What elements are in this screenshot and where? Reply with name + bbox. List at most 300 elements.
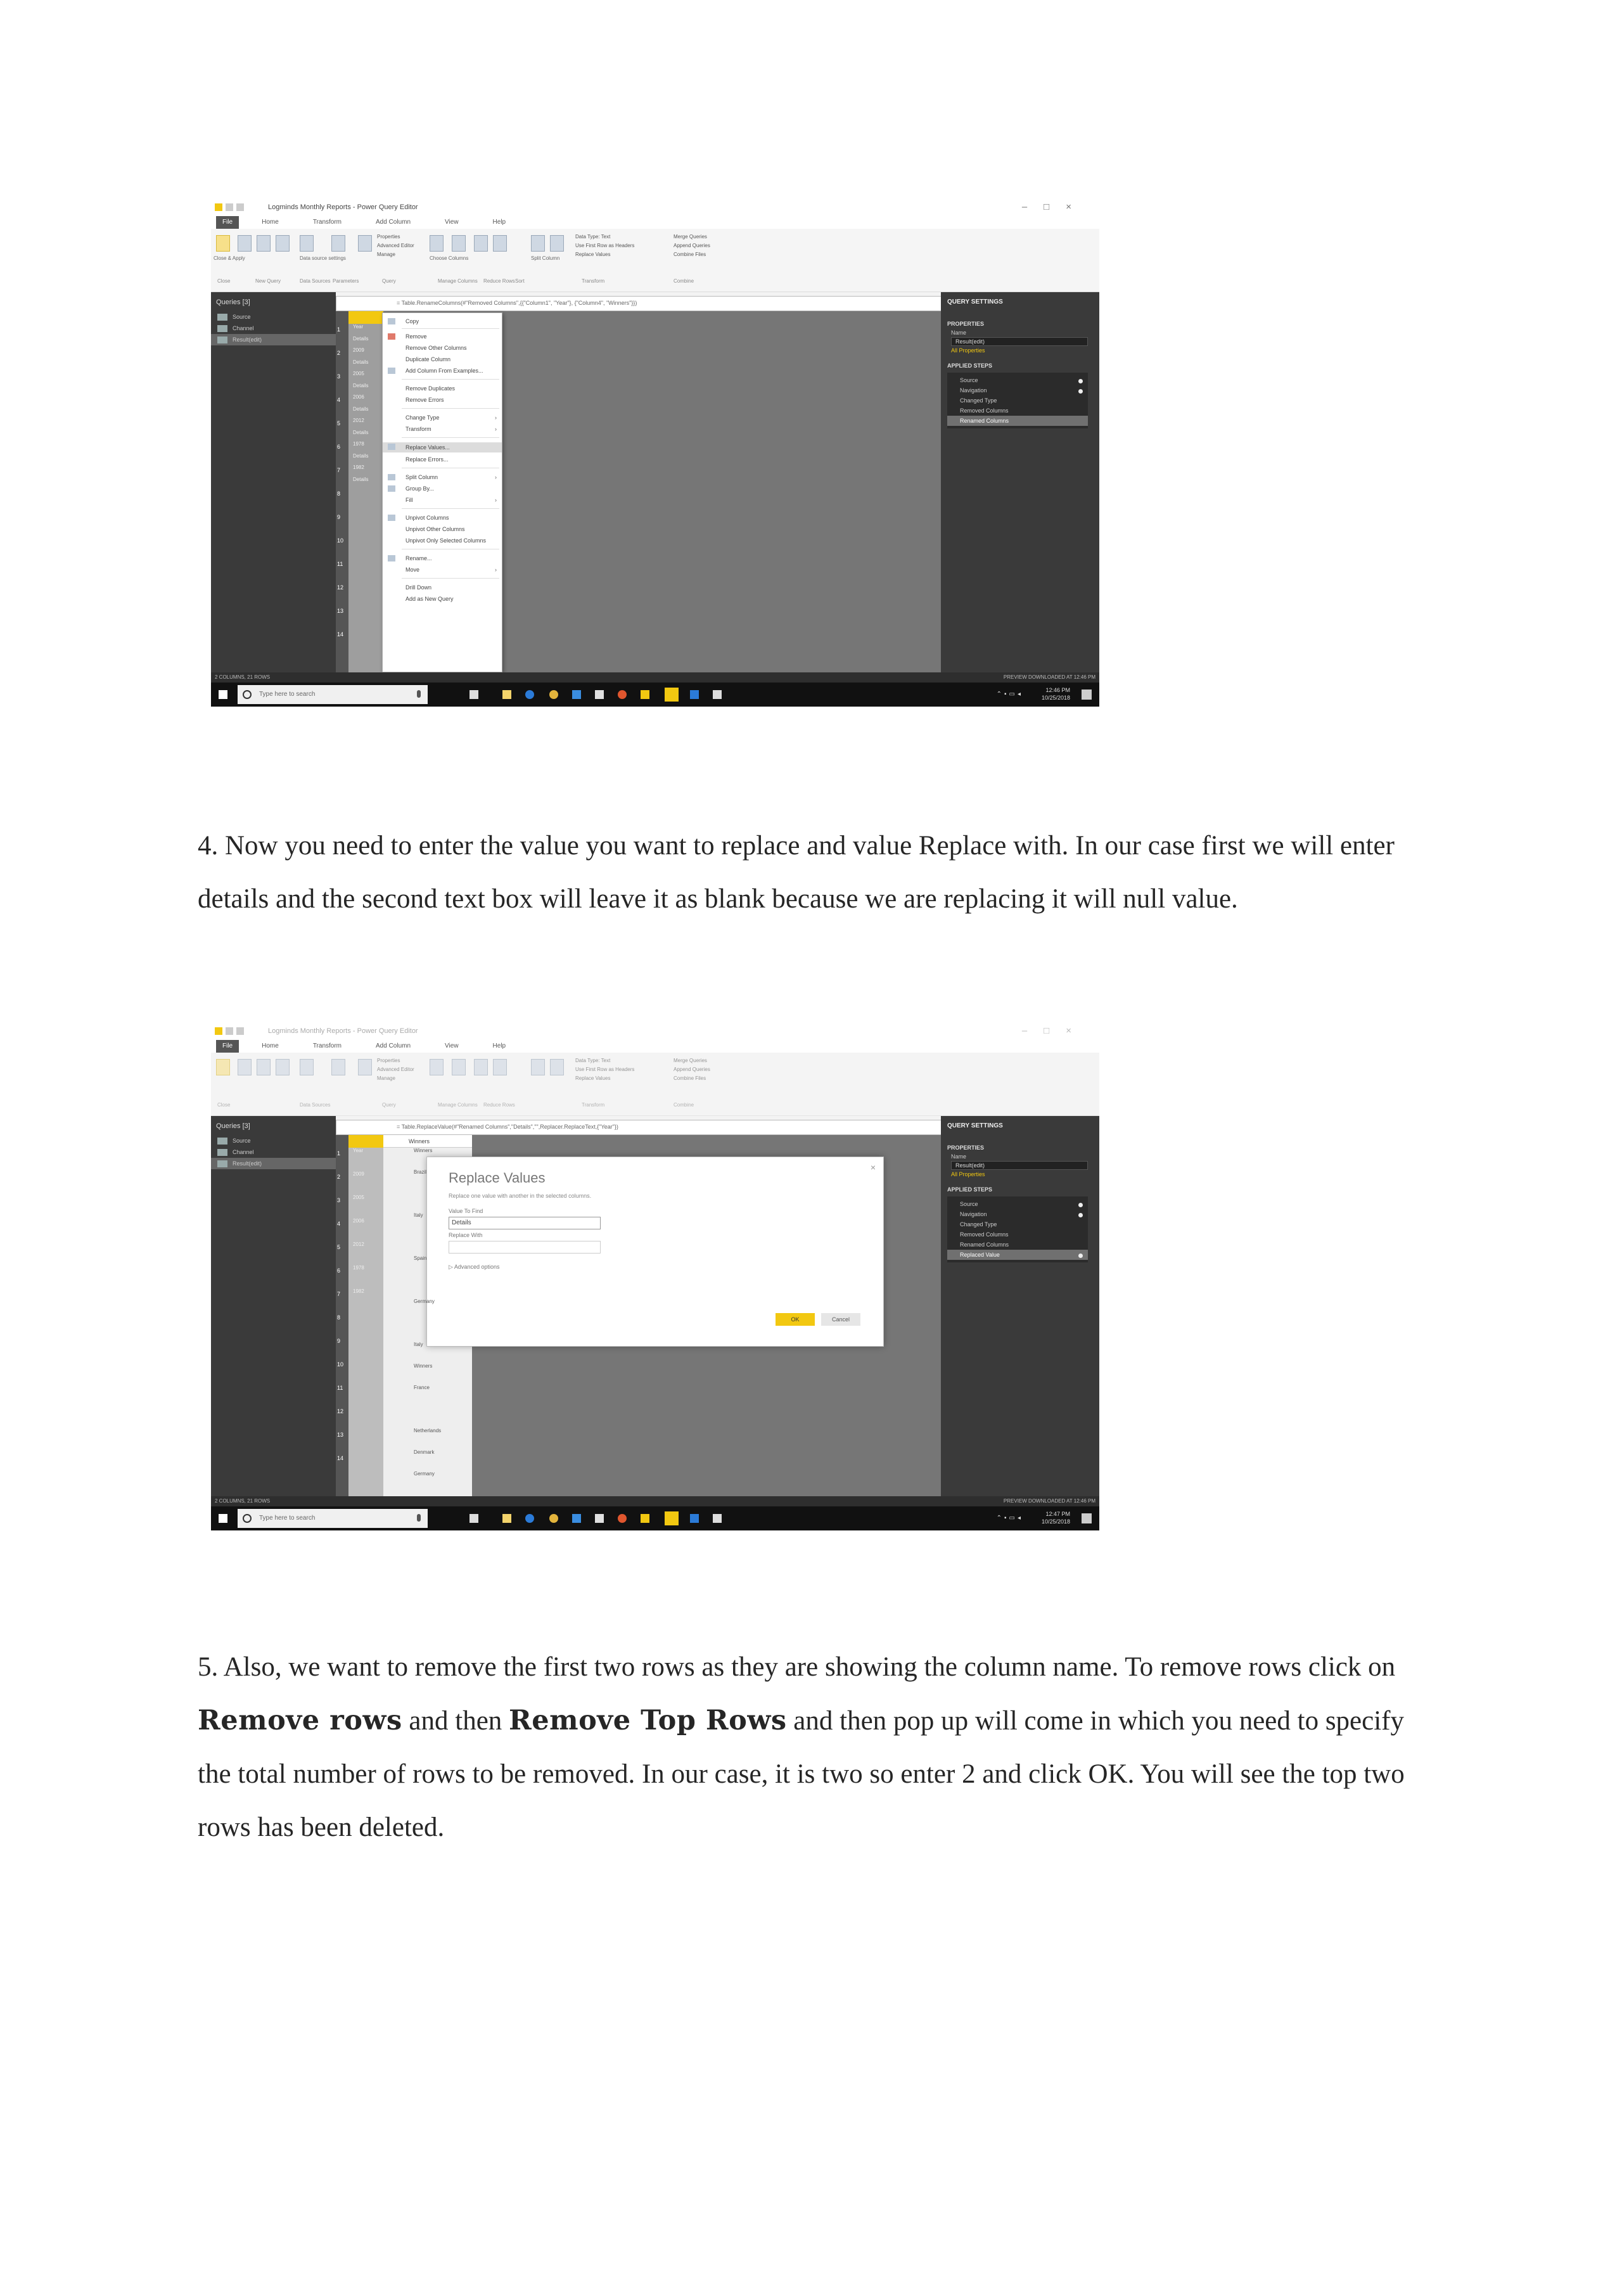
ribbon-group-manage-columns: Manage Columns xyxy=(438,1102,478,1108)
year-cell[interactable]: 2012 xyxy=(353,1241,364,1247)
menu-separator xyxy=(402,437,499,438)
chevron-right-icon: › xyxy=(495,426,497,432)
all-properties-link[interactable]: All Properties xyxy=(951,347,985,354)
close-icon[interactable]: × xyxy=(870,1162,876,1172)
formula-bar[interactable] xyxy=(336,1120,976,1135)
gear-icon[interactable] xyxy=(1078,379,1083,383)
status-left: 2 COLUMNS, 21 ROWS xyxy=(215,1498,271,1504)
year-cell[interactable]: 2005 xyxy=(353,371,364,376)
remove-icon xyxy=(388,333,395,340)
menu-item-replace-errors[interactable]: Replace Errors... xyxy=(406,456,449,463)
menu-item-unpivot-columns[interactable]: Unpivot Columns xyxy=(406,515,449,521)
menu-separator xyxy=(402,578,499,579)
menu-item-change-type[interactable]: Change Type xyxy=(406,414,440,421)
ribbon-label-data-source[interactable]: Data source settings xyxy=(300,255,346,261)
menu-add-column[interactable]: Add Column xyxy=(376,1042,411,1049)
ribbon-group-close: Close xyxy=(217,278,231,284)
ribbon-first-row-headers[interactable]: Use First Row as Headers xyxy=(575,1067,635,1072)
year-cell[interactable]: 1982 xyxy=(353,465,364,470)
app-icon[interactable] xyxy=(690,1514,699,1523)
search-placeholder: Type here to search xyxy=(259,1515,316,1522)
data-source-settings-icon[interactable] xyxy=(300,235,314,252)
clock-time: 12:46 PM xyxy=(1045,687,1070,693)
query-item-selected[interactable]: Result(edit) xyxy=(211,1158,336,1169)
data-source-settings-icon[interactable] xyxy=(300,1059,314,1075)
winners-cell[interactable]: Denmark xyxy=(414,1449,435,1455)
row-number: 13 xyxy=(337,1432,344,1438)
menu-item-remove-errors[interactable]: Remove Errors xyxy=(406,397,444,403)
winners-cell[interactable]: France xyxy=(414,1385,430,1390)
row-number: 9 xyxy=(337,514,341,520)
menu-item-remove[interactable]: Remove xyxy=(406,333,427,340)
replace-with-input[interactable] xyxy=(449,1241,601,1254)
ribbon-merge-queries[interactable]: Merge Queries xyxy=(674,1058,707,1063)
window-controls[interactable]: –□× xyxy=(1021,202,1088,212)
row-number: 4 xyxy=(337,397,341,403)
refresh-preview-icon[interactable] xyxy=(358,235,372,252)
screenshot-replace-values-dialog xyxy=(211,1023,1099,1530)
query-settings-header: QUERY SETTINGS xyxy=(947,1122,1003,1129)
ribbon-group-parameters: Parameters xyxy=(333,278,359,284)
menu-separator xyxy=(402,328,499,329)
winners-cell[interactable]: Germany xyxy=(414,1471,435,1477)
row-number: 3 xyxy=(337,373,341,380)
unpivot-icon xyxy=(388,515,395,521)
query-settings-header: QUERY SETTINGS xyxy=(947,298,1003,305)
ribbon-data-type[interactable]: Data Type: Text xyxy=(575,1058,611,1063)
formula-bar[interactable] xyxy=(336,296,976,311)
ribbon-group-query: Query xyxy=(382,278,396,284)
menu-item-transform[interactable]: Transform xyxy=(406,426,431,432)
query-settings-pane xyxy=(941,1116,1099,1496)
applied-step-label: Removed Columns xyxy=(960,1231,1009,1238)
choose-columns-icon[interactable] xyxy=(430,235,444,252)
keep-rows-icon[interactable] xyxy=(474,1059,488,1075)
ribbon-group-transform: Transform xyxy=(582,278,605,284)
ribbon-group-reduce-rows: Reduce Rows xyxy=(483,1102,515,1108)
ribbon-group-reduce-rows: Reduce Rows xyxy=(483,278,515,284)
applied-step-label: Navigation xyxy=(960,1211,987,1217)
cancel-button[interactable]: Cancel xyxy=(821,1313,860,1326)
applied-step[interactable] xyxy=(947,406,1088,416)
clock[interactable] xyxy=(1042,1510,1070,1525)
clock-date: 10/25/2018 xyxy=(1041,1518,1070,1525)
ribbon-manage[interactable]: Manage xyxy=(377,252,395,257)
remove-rows-term: Remove rows xyxy=(198,1705,402,1736)
row-number: 2 xyxy=(337,350,341,356)
applied-step-label: Navigation xyxy=(960,387,987,394)
ribbon-merge-queries[interactable]: Merge Queries xyxy=(674,234,707,240)
chevron-right-icon: › xyxy=(495,567,497,573)
advanced-options-toggle[interactable]: ▷ Advanced options xyxy=(449,1264,500,1270)
winners-cell[interactable]: Spain xyxy=(414,1255,427,1261)
para5-text-1: 5. Also, we want to remove the first two rows as they are showing the column name. To remove rows click on xyxy=(198,1652,1396,1682)
properties-heading: PROPERTIES xyxy=(947,321,985,327)
menu-bar xyxy=(211,1040,1099,1053)
remove-columns-icon[interactable] xyxy=(452,1059,466,1075)
row-number: 5 xyxy=(337,420,341,426)
year-cell[interactable]: 2006 xyxy=(353,1218,364,1224)
menu-help[interactable]: Help xyxy=(492,219,506,226)
windows-icon[interactable] xyxy=(219,690,227,699)
menu-item-add-as-new-query[interactable]: Add as New Query xyxy=(406,596,454,602)
app-icon[interactable] xyxy=(641,1514,649,1523)
ok-button[interactable]: OK xyxy=(776,1313,815,1326)
applied-steps-list xyxy=(947,373,1088,428)
year-cell[interactable]: Details xyxy=(353,382,369,388)
menu-item-copy[interactable]: Copy xyxy=(406,318,419,324)
menu-item-unpivot-only-selected[interactable]: Unpivot Only Selected Columns xyxy=(406,537,487,544)
applied-step-selected[interactable] xyxy=(947,416,1088,426)
row-number: 6 xyxy=(337,444,341,450)
dialog-description: Replace one value with another in the selected columns. xyxy=(449,1193,592,1199)
row-number: 8 xyxy=(337,491,341,497)
system-tray[interactable]: ⌃▪▭◂ xyxy=(996,1515,1023,1522)
row-number: 1 xyxy=(337,1150,341,1157)
remove-columns-icon[interactable] xyxy=(452,235,466,252)
row-number: 6 xyxy=(337,1267,341,1274)
chevron-right-icon: › xyxy=(495,497,497,503)
remove-rows-icon[interactable] xyxy=(493,235,507,252)
menu-item-split-column[interactable]: Split Column xyxy=(406,474,438,480)
applied-step[interactable] xyxy=(947,375,1088,385)
ribbon-group-data-sources: Data Sources xyxy=(300,278,331,284)
search-icon xyxy=(243,690,252,699)
queries-pane xyxy=(211,292,336,672)
chrome-icon[interactable] xyxy=(549,1514,558,1523)
app-icon[interactable] xyxy=(690,690,699,699)
clock-time: 12:47 PM xyxy=(1045,1511,1070,1517)
row-number: 13 xyxy=(337,608,344,614)
properties-heading: PROPERTIES xyxy=(947,1145,985,1151)
row-number: 14 xyxy=(337,1455,344,1461)
queries-header: Queries [3] xyxy=(216,1122,250,1130)
applied-step[interactable] xyxy=(947,1240,1088,1250)
formula-text: = Table.ReplaceValue(#"Renamed Columns","Details","",Replacer.ReplaceText,{"Year"}) xyxy=(397,1124,618,1130)
context-menu xyxy=(382,312,502,672)
status-left: 2 COLUMNS, 21 ROWS xyxy=(215,674,271,680)
clock[interactable] xyxy=(1042,686,1070,702)
year-cell[interactable]: Details xyxy=(353,476,369,482)
microphone-icon[interactable] xyxy=(417,1514,421,1522)
close-apply-icon[interactable] xyxy=(216,1059,230,1075)
file-explorer-icon[interactable] xyxy=(502,690,511,699)
menu-transform[interactable]: Transform xyxy=(312,1042,342,1049)
menu-help[interactable]: Help xyxy=(492,1042,506,1049)
query-item[interactable]: Source xyxy=(211,1135,336,1146)
power-bi-icon[interactable] xyxy=(665,688,679,702)
ribbon-append-queries[interactable]: Append Queries xyxy=(674,243,710,248)
split-column-icon[interactable] xyxy=(531,235,545,252)
gear-icon[interactable] xyxy=(1078,1213,1083,1217)
clock-date: 10/25/2018 xyxy=(1041,695,1070,701)
name-field[interactable]: Result(edit) xyxy=(951,337,1088,346)
copy-icon xyxy=(388,318,395,324)
applied-step-label: Removed Columns xyxy=(960,407,1009,414)
para5-text-2: and then xyxy=(402,1706,509,1736)
keep-rows-icon[interactable] xyxy=(474,235,488,252)
notification-icon[interactable] xyxy=(1082,689,1092,700)
menu-item-unpivot-other-columns[interactable]: Unpivot Other Columns xyxy=(406,526,465,532)
year-cell[interactable]: Details xyxy=(353,335,369,342)
split-column-icon xyxy=(388,474,395,480)
queries-pane xyxy=(211,1116,336,1496)
app-icon[interactable] xyxy=(595,1514,604,1523)
applied-step-label: Renamed Columns xyxy=(960,1241,1009,1248)
menu-item-remove-other-columns[interactable]: Remove Other Columns xyxy=(406,345,467,351)
ribbon-replace-values[interactable]: Replace Values xyxy=(575,1075,611,1081)
ribbon-group-transform: Transform xyxy=(582,1102,605,1108)
menu-transform[interactable]: Transform xyxy=(312,219,342,226)
winners-cell[interactable]: Winners xyxy=(414,1363,433,1369)
menu-item-duplicate-column[interactable]: Duplicate Column xyxy=(406,356,451,362)
status-right: PREVIEW DOWNLOADED AT 12:46 PM xyxy=(1003,674,1095,680)
ribbon-label-choose-columns[interactable]: Choose Columns xyxy=(430,255,469,261)
applied-step[interactable] xyxy=(947,395,1088,406)
recent-sources-icon[interactable] xyxy=(257,1059,271,1075)
ribbon-advanced-editor[interactable]: Advanced Editor xyxy=(377,1067,414,1072)
ribbon-properties[interactable]: Properties xyxy=(377,1058,400,1063)
year-cell[interactable]: Year xyxy=(353,324,364,330)
menu-file[interactable]: File xyxy=(216,216,239,229)
group-by-icon[interactable] xyxy=(550,235,564,252)
menu-home[interactable]: Home xyxy=(262,1042,279,1049)
ribbon-advanced-editor[interactable]: Advanced Editor xyxy=(377,243,414,248)
quick-access-toolbar[interactable] xyxy=(215,203,259,212)
ribbon-properties[interactable]: Properties xyxy=(377,234,400,240)
year-cell[interactable]: 1978 xyxy=(353,1265,364,1271)
applied-step[interactable] xyxy=(947,385,1088,395)
new-source-icon[interactable] xyxy=(238,1059,252,1075)
ribbon-group-sort: Sort xyxy=(515,278,525,284)
ribbon xyxy=(211,229,1099,292)
query-item[interactable]: Source xyxy=(211,311,336,323)
year-column-header[interactable] xyxy=(348,1135,383,1148)
status-bar xyxy=(211,1496,1099,1506)
applied-step-selected[interactable] xyxy=(947,1250,1088,1260)
task-view-icon[interactable] xyxy=(469,1514,478,1523)
taskbar-search[interactable] xyxy=(238,685,428,704)
row-number: 11 xyxy=(337,561,343,567)
remove-top-rows-term: Remove Top Rows xyxy=(509,1705,787,1736)
menu-bar xyxy=(211,216,1099,229)
year-cell[interactable]: 2012 xyxy=(353,418,364,423)
new-source-icon[interactable] xyxy=(238,235,252,252)
power-bi-icon[interactable] xyxy=(665,1511,679,1525)
query-item[interactable]: Channel xyxy=(211,323,336,334)
winners-cell[interactable]: Germany xyxy=(414,1299,435,1304)
recent-sources-icon[interactable] xyxy=(257,235,271,252)
winners-cell[interactable]: Winners xyxy=(414,1148,433,1153)
group-by-icon xyxy=(388,485,395,492)
window-title: Logminds Monthly Reports - Power Query Editor xyxy=(268,1027,418,1035)
ribbon-replace-values[interactable]: Replace Values xyxy=(575,252,611,257)
remove-rows-icon[interactable] xyxy=(493,1059,507,1075)
replace-values-icon xyxy=(388,444,395,450)
refresh-preview-icon[interactable] xyxy=(358,1059,372,1075)
menu-item-fill[interactable]: Fill xyxy=(406,497,413,503)
year-column[interactable] xyxy=(348,311,383,672)
notification-icon[interactable] xyxy=(1082,1513,1092,1523)
menu-view[interactable]: View xyxy=(445,1042,459,1049)
row-number: 7 xyxy=(337,1291,341,1297)
choose-columns-icon[interactable] xyxy=(430,1059,444,1075)
windows-icon[interactable] xyxy=(219,1514,227,1523)
ribbon-label-split-column[interactable]: Split Column xyxy=(531,255,560,261)
name-label: Name xyxy=(951,1153,967,1160)
year-cell[interactable]: 2009 xyxy=(353,1171,364,1177)
app-icon[interactable] xyxy=(595,690,604,699)
ribbon-group-combine: Combine xyxy=(674,278,694,284)
taskbar-search[interactable] xyxy=(238,1509,428,1528)
year-cell[interactable]: Year xyxy=(353,1148,364,1153)
menu-item-remove-duplicates[interactable]: Remove Duplicates xyxy=(406,385,456,392)
ribbon-combine-files[interactable]: Combine Files xyxy=(674,1075,706,1081)
menu-item-move[interactable]: Move xyxy=(406,567,420,573)
winners-column-header[interactable] xyxy=(383,1135,472,1148)
year-cell[interactable]: Details xyxy=(353,452,369,459)
name-label: Name xyxy=(951,330,967,336)
manage-parameters-icon[interactable] xyxy=(331,1059,345,1075)
menu-item-group-by[interactable]: Group By... xyxy=(406,485,434,492)
row-number: 9 xyxy=(337,1338,341,1344)
value-to-find-input[interactable]: Details xyxy=(449,1217,601,1229)
year-cell[interactable]: Details xyxy=(353,429,369,435)
quick-access-toolbar[interactable] xyxy=(215,1027,259,1036)
row-number: 12 xyxy=(337,584,344,591)
name-field[interactable]: Result(edit) xyxy=(951,1161,1088,1170)
applied-step[interactable] xyxy=(947,1199,1088,1209)
enter-data-icon[interactable] xyxy=(276,1059,290,1075)
applied-steps-list xyxy=(947,1196,1088,1262)
para5-text-3: and then pop up will come in which you need to specify the total number of rows to be removed. In our case, it is two so enter 2 and click OK. You will see the top two rows has been deleted. xyxy=(198,1706,1405,1842)
applied-step-label: Changed Type xyxy=(960,397,997,404)
row-number: 5 xyxy=(337,1244,341,1250)
year-cell[interactable]: 2006 xyxy=(353,394,364,400)
applied-step[interactable] xyxy=(947,1209,1088,1219)
row-number: 10 xyxy=(337,537,344,544)
system-tray[interactable]: ⌃▪▭◂ xyxy=(996,691,1023,698)
split-column-icon[interactable] xyxy=(531,1059,545,1075)
app-icon[interactable] xyxy=(618,690,627,699)
winners-header-label: Winners xyxy=(409,1138,430,1145)
microphone-icon[interactable] xyxy=(417,690,421,698)
menu-item-replace-values[interactable]: Replace Values... xyxy=(383,442,502,452)
replace-values-dialog xyxy=(426,1157,884,1347)
ribbon-group-query: Query xyxy=(382,1102,396,1108)
column-from-examples-icon xyxy=(388,368,395,374)
ribbon-combine-files[interactable]: Combine Files xyxy=(674,252,706,257)
applied-step[interactable] xyxy=(947,1229,1088,1240)
ribbon-group-combine: Combine xyxy=(674,1102,694,1108)
query-item[interactable]: Channel xyxy=(211,1146,336,1158)
query-item-selected[interactable]: Result(edit) xyxy=(211,334,336,345)
winners-cell[interactable]: Brazil xyxy=(414,1169,427,1175)
taskbar xyxy=(211,1506,1099,1530)
applied-step[interactable] xyxy=(947,1219,1088,1229)
paragraph-step-4: 4. Now you need to enter the value you want to replace and value Replace with. In our case first we will enter details and the second text box will leave it as blank because we are replacing it will null value. xyxy=(198,831,1395,914)
menu-item-drill-down[interactable]: Drill Down xyxy=(406,584,432,591)
ribbon-group-data-sources: Data Sources xyxy=(300,1102,331,1108)
menu-view[interactable]: View xyxy=(445,219,459,226)
winners-cell[interactable]: Netherlands xyxy=(414,1428,442,1433)
search-placeholder: Type here to search xyxy=(259,691,316,698)
row-number: 1 xyxy=(337,326,341,333)
row-number: 11 xyxy=(337,1385,343,1391)
gear-icon[interactable] xyxy=(1078,389,1083,394)
window-controls[interactable]: –□× xyxy=(1021,1025,1088,1036)
close-apply-icon[interactable] xyxy=(216,235,230,252)
menu-separator xyxy=(402,408,499,409)
year-column[interactable] xyxy=(348,1135,383,1496)
ribbon xyxy=(211,1053,1099,1116)
menu-add-column[interactable]: Add Column xyxy=(376,219,411,226)
applied-step-label: Changed Type xyxy=(960,1221,997,1228)
enter-data-icon[interactable] xyxy=(276,235,290,252)
menu-home[interactable]: Home xyxy=(262,219,279,226)
year-cell[interactable]: Details xyxy=(353,406,369,412)
app-icon[interactable] xyxy=(572,690,581,699)
manage-parameters-icon[interactable] xyxy=(331,235,345,252)
group-by-icon[interactable] xyxy=(550,1059,564,1075)
menu-separator xyxy=(402,508,499,509)
chrome-icon[interactable] xyxy=(549,690,558,699)
year-cell[interactable]: 2009 xyxy=(353,347,364,353)
task-view-icon[interactable] xyxy=(469,690,478,699)
search-icon xyxy=(243,1514,252,1523)
year-column-header[interactable] xyxy=(348,311,383,324)
ribbon-first-row-headers[interactable]: Use First Row as Headers xyxy=(575,243,635,248)
status-right: PREVIEW DOWNLOADED AT 12:46 PM xyxy=(1003,1498,1095,1504)
row-number: 2 xyxy=(337,1174,341,1180)
app-icon[interactable] xyxy=(572,1514,581,1523)
ribbon-manage[interactable]: Manage xyxy=(377,1075,395,1081)
edge-icon[interactable] xyxy=(525,690,534,699)
winners-cell[interactable]: Italy xyxy=(414,1342,423,1347)
status-bar xyxy=(211,672,1099,683)
year-cell[interactable]: 2005 xyxy=(353,1195,364,1200)
all-properties-link[interactable]: All Properties xyxy=(951,1171,985,1177)
screenshot-context-menu xyxy=(211,200,1099,707)
year-cell[interactable]: 1978 xyxy=(353,441,364,447)
ribbon-group-new-query: New Query xyxy=(255,278,281,284)
row-number: 8 xyxy=(337,1314,341,1321)
gear-icon[interactable] xyxy=(1078,1254,1083,1258)
menu-separator xyxy=(402,379,499,380)
row-number: 4 xyxy=(337,1221,341,1227)
menu-file[interactable]: File xyxy=(216,1040,239,1053)
year-cell[interactable]: Details xyxy=(353,359,369,365)
ribbon-label-close-apply[interactable]: Close & Apply xyxy=(214,255,245,261)
winners-cell[interactable]: Italy xyxy=(414,1212,423,1218)
row-number: 10 xyxy=(337,1361,344,1368)
ribbon-data-type[interactable]: Data Type: Text xyxy=(575,234,611,240)
ribbon-append-queries[interactable]: Append Queries xyxy=(674,1067,710,1072)
app-icon[interactable] xyxy=(713,690,722,699)
menu-item-rename[interactable]: Rename... xyxy=(406,555,432,561)
app-icon[interactable] xyxy=(641,690,649,699)
app-icon[interactable] xyxy=(713,1514,722,1523)
menu-item-add-column-from-examples[interactable]: Add Column From Examples... xyxy=(406,368,483,374)
gear-icon[interactable] xyxy=(1078,1203,1083,1207)
formula-text: = Table.RenameColumns(#"Removed Columns",{{"Column1", "Year"}, {"Column4", "Winners"}}) xyxy=(397,300,637,306)
replace-with-label: Replace With xyxy=(449,1232,483,1238)
edge-icon[interactable] xyxy=(525,1514,534,1523)
year-cell[interactable]: 1982 xyxy=(353,1288,364,1294)
window-title: Logminds Monthly Reports - Power Query Editor xyxy=(268,203,418,211)
app-icon[interactable] xyxy=(618,1514,627,1523)
file-explorer-icon[interactable] xyxy=(502,1514,511,1523)
